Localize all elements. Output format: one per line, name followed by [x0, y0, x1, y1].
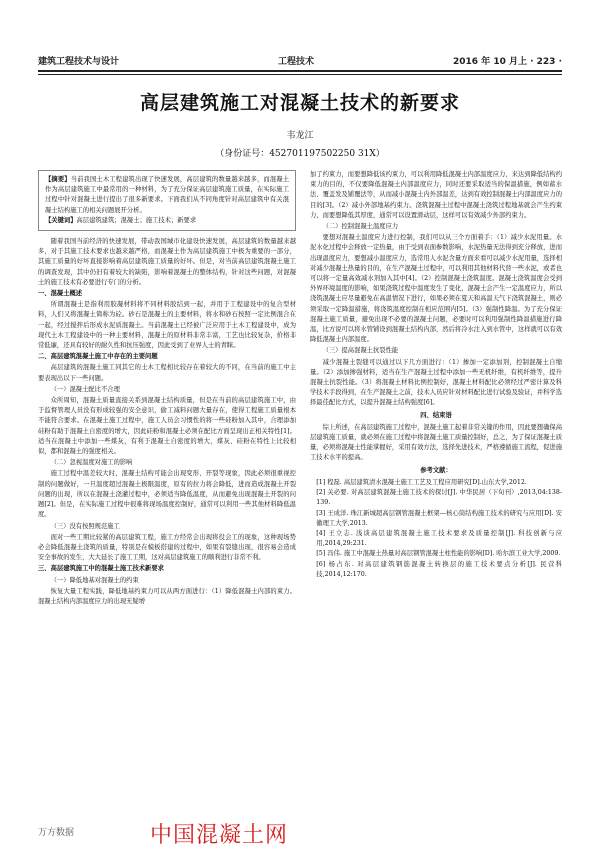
keywords: [45, 216, 289, 226]
section-heading-3: 三、高层建筑施工中的混凝土施工技术新要求: [38, 565, 164, 573]
abstract-label: 【摘要】: [45, 176, 71, 183]
intro-paragraph: 随着我国当前经济的快速发展，带动我国城市化建设快速发展，高层建筑的数量越来越多，对于其施工技术要求也越来越严格，而混凝土作为高层建筑施工中极为重要的一部分，其施工质量的好坏直接影响着高层建筑施工质量的好坏。但是，对当前高层建筑混凝土施工的调查发现，其中仍旧有着较大的缺陷，影响着混凝土的整体结构，针对这些问题，对混凝土的施工技术有必要进行专门的分析。: [38, 238, 296, 286]
watermark-text: 中国混凝土网: [150, 823, 289, 848]
section-name: 工程技术: [278, 57, 315, 67]
paragraph: 要想对混凝土温度应力进行控制，我们可以从三个方面着手：（1）减少水泥用量。水泥水化过程中会释放一定热量，由于受到表面参数影响，水泥热量无法得到充分释放，进而出现温度应力，要想减小温度应力，选常用人水泥含量方面来看可以减少水泥用量，选择相对减少混凝土热量的目的，在生产混凝土过程中，可以利用其他材料代替一些水泥，或者也可以将一定量高效减水剂加入其中[4]。（2）控制混凝土浇筑温度。混凝土浇筑温度会受到外界环境温度的影响，如果浇筑过程中温度发生了变化，混凝土会产生一定温度应力，所以浇筑混凝土应尽量避免在高温情况下进行，如果必须在夏天和高温天气下浇筑混凝土，则必须采取一定降温措施，将浇筑温度控制在相应范围内[5]。（3）强制性降温。为了充分保证混凝土施工质量，避免出现不必要的混凝土问题，必要时可以利用强制性降温措施进行降温，比方说可以将水管铺设到混凝土结构内部，然后将冷水注入到水管中，这样就可以有效降低混凝土内部温度。: [310, 234, 562, 344]
issue-page: 2016 年 10 月上 · 223 ·: [453, 57, 562, 67]
keywords-text: 高层建筑建筑；混凝土；施工技术；新要求: [76, 216, 197, 224]
paragraph: 综上所述，在高层建筑施工过程中，混凝土施工起着非常关键的作用，因此要想确保高层建筑施工质量，就必须在施工过程中将混凝土施工质量控制好，总之，为了保证混凝土质量，必须将混凝土性能掌握好，采用有效方法，选择先进技术，严格遵循施工流程，促进施工技术水平的提高。: [310, 423, 562, 462]
author-id: （身份证号：452701197502250 31X）: [215, 149, 385, 159]
subsection-heading: （一）降低地基对混凝土的约束: [50, 576, 139, 584]
paragraph: 众所周知，混凝土质量直接关系到混凝土结构质量，但是在当前的高层建筑施工中，由于监督管理人员没有形成较强的安全意识，偷工减料问题大量存在，使得工程施工质量根本不能符合要求。在混凝土施工过程中，施工人员会习惯性的将一些硅粉加入其中，合理添加硅粉有助于混凝土自密度的增大，因此硅粉和混凝土必须在配比方面呈现出正相关特性[1]。适当在混凝土中添加一些煤灰，有利于混凝土自密度的增大，煤灰、硅粉在特性上比较相似，都和混凝土的强度相关。: [38, 397, 296, 456]
reference-item: [4] 王立志. 浅谈高层建筑混凝土施工技术要求及质量控制[J]. 科技创新与应用,2014,29:231.: [316, 529, 562, 548]
reference-item: [1] 程磊. 高层建筑清水混凝土施工工艺及工程应用研究[D].山东大学,2012.: [316, 478, 527, 486]
abstract-box: [38, 170, 296, 231]
abstract-text: 当前我国土木工程建筑出现了快速发展，高层建筑的数量越来越多，而混凝土作为高层建筑施工中最常用的一种材料，为了充分保证高层建筑施工质量，在实际施工过程中针对混凝土进行提出了很多新要求。下面我们从不同角度针对高层建筑中有关混凝土结构施工的相关问题展开分析。: [45, 176, 290, 214]
reference-item: [6] 杨占东. 对高层建筑钢筋混凝土转换层的施工技术要点分析[J]. 民营科技,2014,12:170.: [316, 560, 562, 578]
running-header: [38, 52, 562, 70]
subsection-heading: （二）忽视温度对施工的影响: [50, 459, 133, 467]
footer-source: 万方数据: [38, 828, 75, 838]
subsection-heading: （三）提高混凝土抗裂性能: [322, 347, 399, 355]
references-heading: 参考文献：: [420, 466, 452, 474]
paragraph: 施工过程中温差较大时，混凝土结构可能会出现变形、开裂等现象，因此必须很重视控制的问题做好，一旦温度超过混凝土极限温度，原有的拉力将会降低，进而造成混凝土开裂问题的出现，所以在混凝土浇灌过程中，必须适当降低温度，从而避免出现混凝土开裂的问题[2]。但是，在实际施工过程中很难将现场温度控制好，通常可以利用一些其他材料降低温度。: [38, 470, 296, 519]
section-heading-1: 一、混凝土概述: [38, 290, 83, 298]
paragraph: 加了约束力，而要想降低该约束力，可以利用降低混凝土内部温度应力，来达到降低结构约束力的目的，不仅要降低混凝土内部温度应力，同时还要采取适当的保温措施，例如蓄水法、覆盖发及铺覆法等，从而减小混凝土内外部温差，达到有效控制混凝土内部温度应力的目的[3]。（2）减小外部地基约束力。浇筑混凝土过程中混凝土浇筑过程地基就会产生约束力，而要想降低其厚度，通常可以设置滑动层，这样可以有效减少外部约束力。: [310, 171, 562, 219]
section-heading-4: 四、结束语: [420, 411, 452, 419]
article-title: 高层建筑施工对混凝土技术的新要求: [139, 92, 460, 114]
right-column: [310, 170, 562, 810]
subsection-heading: （一）混凝土配比不合理: [50, 385, 120, 393]
paragraph: 所谓混凝土是指利用胶凝材料将不同材料胶结到一起，并用于工程建设中的复合型材料，人们又将混凝土简称为砼。砂石是混凝土的主要材料，将水和砂石按照一定比例混合在一起，经过搅拌后形成水泥质混凝土。当前混凝土已经被广泛应用于土木工程建设中，成为现代土木工程建设中的一种主要材料，混凝土的原材料非常丰富，工艺也比较复杂，价格非常低廉，还具有较好的耐久性和抗压强度，因此受到了业界人士的青睐。: [38, 301, 296, 350]
subsection-heading: （二）控制混凝土温度应力: [322, 223, 399, 231]
section-heading-2: 二、高层建筑混凝土施工中存在的主要问题: [38, 353, 158, 361]
reference-list: [310, 478, 562, 580]
journal-name: 建筑工程技术与设计: [38, 57, 120, 67]
paragraph: 面对一些工期比较紧的高层建筑工程，施工方经常会出现将役会工的现象，这种现场势必会降低混凝土浇筑的质量，特别是在模板搭建的过程中，如果有裂缝出现，很容易会造成安全事故的发生，大大延长了施工工期，这对高层建筑施工的顺利进行非常不利。: [38, 533, 296, 562]
reference-item: [2] 关必要. 对高层建筑混凝土施工技术的探讨[J]. 中华民居（下旬刊）,2013,04:138-139.: [316, 489, 562, 507]
reference-item: [5] 冯伟. 施工中混凝土热量对高层钢管混凝土柱性能的影响[D]. 哈尔滨工业大学,2009.: [316, 550, 561, 558]
header-rule-thin: [38, 74, 562, 75]
header-rule-thick: [38, 70, 562, 72]
reference-item: [3] 王成洋. 珠江新城超高层钢管混凝土框架—核心筒结构施工技术的研究与应用[D]. 安徽理工大学,2013.: [316, 509, 562, 527]
subsection-heading: （三）没有按照规范施工: [50, 522, 120, 530]
abstract: [45, 175, 289, 216]
keywords-label: 【关键词】: [45, 216, 77, 224]
paragraph: 减少混凝土裂缝可以通过以下几方面进行：（1）掺加一定添加剂，控制混凝土自缩量。（2）添加掺强材料，适当在生产混凝土过程中添加一些无机纤维，有机纤维等，提升混凝土抗裂性能。（3）将混凝土材料比例控制好，混凝土材料配比必须经过严密计算及科学技术手段得到，在生产混凝土之前，技术人员应针对材料配比进行试验及验证，并科学选择最佳配比方式，以提升混凝土结构强度[6]。: [310, 358, 562, 407]
author: 韦龙江: [286, 131, 314, 141]
paragraph: 恢复大量工程实践，降低地基约束力可以从两方面进行：（1）降低混凝土内部的束力。混凝土结构内部温度应力的出现无疑增: [38, 587, 296, 605]
paragraph: 高层建筑的混凝土施工同其它的土木工程相比较存在着较大的不同，在当前的施工中主要表现出以下一些问题。: [38, 364, 296, 382]
left-column: [38, 170, 296, 810]
